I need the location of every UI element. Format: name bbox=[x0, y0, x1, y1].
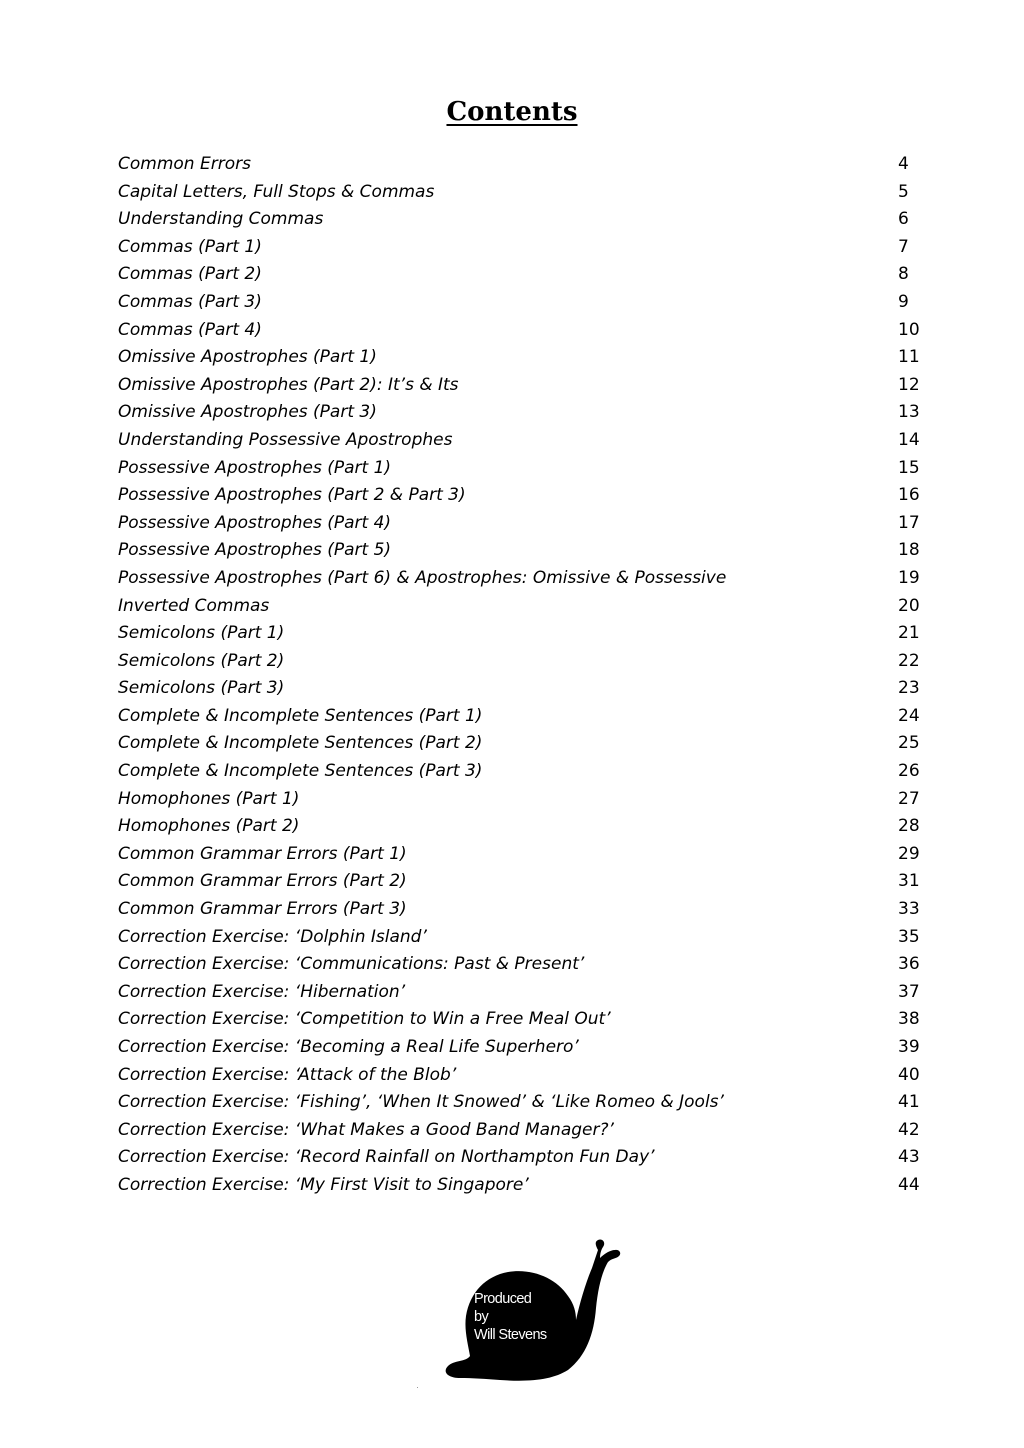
toc-entry-title: Correction Exercise: ‘What Makes a Good Band Manager?’ bbox=[118, 1119, 614, 1140]
toc-entry-page: 19 bbox=[898, 567, 920, 588]
toc-entry bbox=[118, 1144, 928, 1172]
toc-entry-title: Common Grammar Errors (Part 3) bbox=[118, 899, 407, 920]
toc-entry-page: 25 bbox=[898, 733, 920, 754]
toc-entry-page: 38 bbox=[898, 1009, 920, 1030]
toc-entry-title: Commas (Part 1) bbox=[118, 236, 262, 257]
toc-entry-title: Complete & Incomplete Sentences (Part 2) bbox=[118, 733, 483, 754]
logo-line: Will Stevens bbox=[474, 1327, 547, 1343]
toc-entry-title: Understanding Commas bbox=[118, 209, 324, 230]
toc-entry bbox=[118, 1062, 928, 1090]
toc-entry-title: Omissive Apostrophes (Part 3) bbox=[118, 402, 377, 423]
toc-entry-page: 37 bbox=[898, 981, 920, 1002]
toc-entry bbox=[118, 1034, 928, 1062]
toc-entry-title: Correction Exercise: ‘Hibernation’ bbox=[118, 981, 406, 1002]
toc-entry-title: Commas (Part 4) bbox=[118, 319, 262, 340]
toc-entry-page: 4 bbox=[898, 154, 909, 174]
toc-entry-page: 10 bbox=[898, 319, 920, 340]
toc-entry-page: 36 bbox=[898, 954, 920, 975]
toc-entry-page: 29 bbox=[898, 843, 920, 864]
toc-entry bbox=[118, 1006, 928, 1034]
toc-entry-page: 17 bbox=[898, 512, 920, 533]
toc-entry bbox=[118, 427, 928, 455]
toc-entry-page: 20 bbox=[898, 595, 920, 616]
toc-entry bbox=[118, 399, 928, 427]
toc-entry bbox=[118, 868, 928, 896]
toc-entry-title: Omissive Apostrophes (Part 1) bbox=[118, 347, 377, 368]
toc-entry-page: 33 bbox=[898, 899, 920, 920]
toc-entry-page: 27 bbox=[898, 788, 920, 809]
toc-entry bbox=[118, 675, 928, 703]
toc-entry-page: 18 bbox=[898, 540, 920, 561]
toc-entry-page: 5 bbox=[898, 181, 909, 202]
logo-line: Produced bbox=[474, 1291, 532, 1307]
toc-entry bbox=[118, 620, 928, 648]
toc-entry bbox=[118, 1089, 928, 1117]
toc-entry bbox=[118, 179, 928, 207]
toc-entry-page: 13 bbox=[898, 402, 920, 423]
toc-entry bbox=[118, 730, 928, 758]
toc-entry-page: 8 bbox=[898, 264, 909, 285]
toc-entry-title: Inverted Commas bbox=[118, 595, 270, 616]
toc-entry-page: 14 bbox=[898, 429, 920, 450]
toc-entry-title: Omissive Apostrophes (Part 2): It’s & Its bbox=[118, 374, 459, 395]
toc-entry bbox=[118, 1172, 928, 1200]
toc-entry-page: 41 bbox=[898, 1092, 920, 1113]
toc-entry-title: Correction Exercise: ‘Fishing’, ‘When It Snowed’ & ‘Like Romeo & Jools’ bbox=[118, 1092, 724, 1113]
toc-entry-title: Common Grammar Errors (Part 2) bbox=[118, 871, 407, 892]
toc-entry-page: 40 bbox=[898, 1064, 920, 1085]
toc-entry bbox=[118, 151, 928, 179]
toc-entry-title: Correction Exercise: ‘Record Rainfall on Northampton Fun Day’ bbox=[118, 1147, 655, 1168]
toc-entry bbox=[118, 758, 928, 786]
toc-entry bbox=[118, 234, 928, 262]
toc-entry-title: Correction Exercise: ‘Dolphin Island’ bbox=[118, 926, 427, 947]
toc-entry-title: Correction Exercise: ‘Attack of the Blob’ bbox=[118, 1064, 457, 1085]
toc-entry bbox=[118, 510, 928, 538]
stray-dot bbox=[417, 1387, 418, 1388]
toc-entry-page: 42 bbox=[898, 1119, 920, 1140]
toc-entry-page: 28 bbox=[898, 816, 920, 837]
toc-entry bbox=[118, 896, 928, 924]
toc-entry-title: Commas (Part 3) bbox=[118, 291, 262, 312]
toc-entry bbox=[118, 455, 928, 483]
toc-entry-title: Possessive Apostrophes (Part 6) & Apostrophes: Omissive & Possessive bbox=[118, 567, 727, 588]
toc-entry-title: Capital Letters, Full Stops & Commas bbox=[118, 181, 435, 202]
toc-entry-page: 16 bbox=[898, 485, 920, 506]
toc-entry-title: Semicolons (Part 3) bbox=[118, 678, 285, 699]
toc-entry bbox=[118, 924, 928, 952]
toc-entry bbox=[118, 841, 928, 869]
toc-entry-title: Homophones (Part 1) bbox=[118, 788, 300, 809]
logo-text bbox=[474, 1290, 547, 1344]
toc-entry bbox=[118, 951, 928, 979]
toc-entry-title: Understanding Possessive Apostrophes bbox=[118, 429, 453, 450]
logo-line: by bbox=[474, 1309, 489, 1325]
toc-entry-title: Commas (Part 2) bbox=[118, 264, 262, 285]
toc-entry bbox=[118, 786, 928, 814]
toc-entry-page: 11 bbox=[898, 347, 920, 368]
toc-entry bbox=[118, 593, 928, 621]
toc-entry-page: 23 bbox=[898, 678, 920, 699]
toc-entry-title: Possessive Apostrophes (Part 4) bbox=[118, 512, 392, 533]
producer-logo bbox=[440, 1238, 630, 1384]
toc-entry-page: 44 bbox=[898, 1174, 920, 1195]
toc-entry-page: 9 bbox=[898, 291, 909, 312]
toc-entry-page: 15 bbox=[898, 457, 920, 478]
toc-entry-title: Possessive Apostrophes (Part 2 & Part 3) bbox=[118, 485, 466, 506]
toc-entry bbox=[118, 703, 928, 731]
toc-entry bbox=[118, 648, 928, 676]
toc-entry-title: Correction Exercise: ‘Competition to Win a Free Meal Out’ bbox=[118, 1009, 611, 1030]
toc-entry-page: 31 bbox=[898, 871, 920, 892]
toc-entry-page: 22 bbox=[898, 650, 920, 671]
toc-entry-title: Correction Exercise: ‘My First Visit to Singapore’ bbox=[118, 1174, 529, 1195]
toc-entry-title: Homophones (Part 2) bbox=[118, 816, 300, 837]
toc-entry bbox=[118, 317, 928, 345]
toc-entry-title: Possessive Apostrophes (Part 5) bbox=[118, 540, 392, 561]
toc-entry bbox=[118, 565, 928, 593]
table-of-contents bbox=[118, 151, 928, 1200]
toc-entry-page: 26 bbox=[898, 761, 920, 782]
toc-entry-page: 7 bbox=[898, 236, 909, 257]
toc-entry bbox=[118, 813, 928, 841]
toc-entry bbox=[118, 537, 928, 565]
toc-entry bbox=[118, 344, 928, 372]
toc-entry bbox=[118, 289, 928, 317]
toc-entry-page: 43 bbox=[898, 1147, 920, 1168]
toc-entry bbox=[118, 979, 928, 1007]
toc-entry-page: 21 bbox=[898, 623, 920, 644]
toc-entry-page: 12 bbox=[898, 374, 920, 395]
toc-entry-page: 39 bbox=[898, 1037, 920, 1057]
toc-entry-title: Common Grammar Errors (Part 1) bbox=[118, 843, 407, 864]
page-title: Contents bbox=[446, 97, 578, 127]
toc-entry bbox=[118, 482, 928, 510]
toc-entry-page: 6 bbox=[898, 209, 909, 230]
toc-entry bbox=[118, 372, 928, 400]
toc-entry-page: 24 bbox=[898, 705, 920, 726]
toc-entry bbox=[118, 206, 928, 234]
toc-entry-title: Semicolons (Part 2) bbox=[118, 650, 285, 671]
toc-entry-title: Semicolons (Part 1) bbox=[118, 623, 285, 644]
toc-entry-title: Common Errors bbox=[118, 154, 251, 174]
toc-entry bbox=[118, 1117, 928, 1145]
toc-entry-title: Possessive Apostrophes (Part 1) bbox=[118, 457, 392, 478]
toc-entry-title: Complete & Incomplete Sentences (Part 1) bbox=[118, 705, 483, 726]
toc-entry-page: 35 bbox=[898, 926, 920, 947]
toc-entry-title: Complete & Incomplete Sentences (Part 3) bbox=[118, 761, 483, 782]
toc-entry bbox=[118, 261, 928, 289]
toc-entry-title: Correction Exercise: ‘Communications: Past & Present’ bbox=[118, 954, 585, 975]
toc-entry-title: Correction Exercise: ‘Becoming a Real Life Superhero’ bbox=[118, 1037, 579, 1057]
